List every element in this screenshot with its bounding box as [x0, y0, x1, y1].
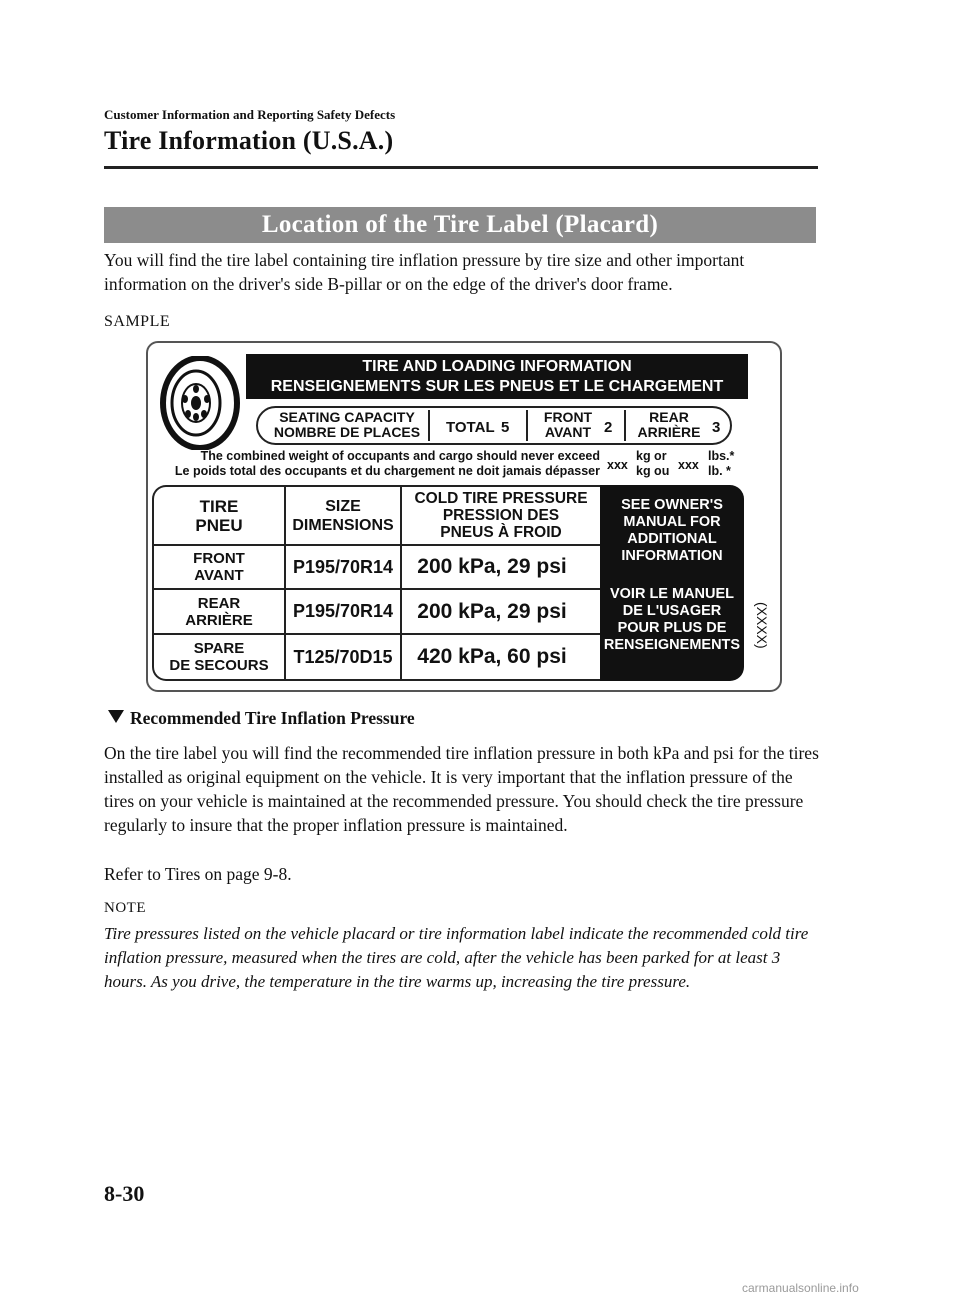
owner-fr-line: RENSEIGNEMENTS	[603, 637, 741, 653]
divider	[428, 410, 430, 441]
row-spare-size: T125/70D15	[293, 646, 393, 667]
combined-weight-text	[160, 449, 600, 479]
front-label	[538, 410, 598, 440]
kg-unit	[636, 449, 669, 479]
front-value: 2	[604, 419, 613, 436]
combined-fr: Le poids total des occupants et du chargement ne doit jamais dépasser	[174, 464, 600, 478]
tire-pressure-table	[152, 485, 602, 681]
owner-en-line: MANUAL FOR	[623, 514, 721, 530]
breadcrumb: Customer Information and Reporting Safety Defects	[104, 107, 396, 122]
lb-unit	[708, 449, 734, 479]
rear-label-fr: ARRIÈRE	[637, 424, 701, 440]
position-fr: AVANT	[194, 567, 244, 584]
header-pressure-en: COLD TIRE PRESSURE	[414, 490, 588, 507]
page-number: 8-30	[104, 1181, 145, 1206]
recommended-heading	[108, 708, 415, 729]
title-rule	[104, 166, 818, 169]
owner-en-line: ADDITIONAL	[627, 531, 717, 547]
position-en: SPARE	[193, 640, 245, 657]
banner-line-en: TIRE AND LOADING INFORMATION	[362, 358, 632, 375]
note-text: Tire pressures listed on the vehicle placard or tire information label indicate the recommended cold tire inflation pressure, measured when the tires are cold, after the vehicle has been parked for at least 3 hours. As you drive, the temperature in the tire warms up, increasing the tire pressure.	[104, 924, 809, 991]
row-front-pressure: 200 kPa, 29 psi	[417, 555, 567, 578]
rear-label	[634, 410, 704, 440]
front-label-en: FRONT	[543, 409, 593, 425]
header-size-en: SIZE	[325, 497, 361, 515]
header-pressure-fr2: PNEUS À FROID	[440, 524, 562, 541]
recommended-heading-text: Recommended Tire Inflation Pressure	[130, 708, 415, 728]
header-pressure	[402, 487, 600, 544]
weight-kg-value: xxx	[607, 458, 628, 472]
note-label: NOTE	[104, 900, 146, 916]
rear-value: 3	[712, 419, 721, 436]
front-label-fr: AVANT	[544, 424, 592, 440]
header-size-fr: DIMENSIONS	[292, 516, 394, 534]
position-en: FRONT	[193, 550, 245, 567]
placard-code: (XXXX)	[754, 602, 770, 649]
position-fr: ARRIÈRE	[185, 611, 253, 629]
owner-fr-line: POUR PLUS DE	[617, 620, 727, 636]
placard-banner	[246, 354, 748, 399]
row-rear-position	[154, 590, 284, 633]
divider	[624, 410, 626, 441]
row-rear-pressure: 200 kPa, 29 psi	[417, 599, 567, 623]
header-tire	[154, 487, 284, 544]
row-spare-pressure: 420 kPa, 60 psi	[417, 645, 567, 668]
seating-label	[272, 410, 422, 440]
refer-link-text: Refer to Tires on page 9-8.	[104, 864, 292, 884]
row-rear-size: P195/70R14	[292, 601, 394, 621]
rear-label-en: REAR	[649, 409, 689, 425]
position-fr: DE SECOURS	[169, 657, 269, 674]
row-front-position	[154, 546, 284, 588]
row-spare-position	[154, 635, 284, 679]
position-en: REAR	[197, 594, 241, 612]
combined-en: The combined weight of occupants and cargo should never exceed	[200, 449, 600, 463]
seating-label-fr: NOMBRE DE PLACES	[273, 424, 421, 440]
header-size	[286, 487, 400, 544]
owner-fr-line: DE L'USAGER	[622, 603, 722, 619]
seating-capacity-row	[256, 406, 732, 445]
triangle-bullet-icon	[108, 710, 124, 723]
kg-ou: kg ou	[636, 464, 670, 478]
weight-lb-value: xxx	[678, 458, 699, 472]
header-tire-en: TIRE	[199, 496, 239, 516]
watermark: carmanualsonline.info	[742, 1281, 859, 1295]
header-pressure-fr1: PRESSION DES	[442, 507, 560, 524]
kg-or: kg or	[636, 449, 667, 463]
section-heading: Location of the Tire Label (Placard)	[104, 207, 816, 243]
header-tire-fr: PNEU	[195, 515, 243, 535]
owner-en-line: SEE OWNER'S	[621, 497, 723, 513]
owner-en-line: INFORMATION	[621, 548, 723, 564]
tire-icon	[160, 356, 240, 450]
seating-label-en: SEATING CAPACITY	[279, 409, 415, 425]
lbs: lbs.*	[708, 449, 735, 463]
page-title: Tire Information (U.S.A.)	[104, 126, 394, 155]
lb: lb. *	[708, 464, 731, 478]
divider	[526, 410, 528, 441]
recommended-paragraph: On the tire label you will find the recommended tire inflation pressure in both kPa and psi for the tires installed as original equipment on the vehicle. It is very important that the inflation pressure of the tires on your vehicle is maintained at the recommended pressure. You should check the tire pressure regularly to insure that the proper inflation pressure is maintained.	[104, 743, 819, 835]
row-front-size: P195/70R14	[292, 556, 394, 577]
sample-label: SAMPLE	[104, 313, 171, 330]
banner-line-fr: RENSEIGNEMENTS SUR LES PNEUS ET LE CHARGEMENT	[270, 378, 724, 395]
total-label: TOTAL	[446, 419, 495, 436]
owner-fr-line: VOIR LE MANUEL	[609, 586, 735, 602]
owner-manual-note	[600, 485, 744, 681]
total-value: 5	[501, 419, 510, 436]
intro-paragraph: You will find the tire label containing tire inflation pressure by tire size and other important information on the driver's side B-pillar or on the edge of the driver's door frame.	[104, 250, 745, 294]
